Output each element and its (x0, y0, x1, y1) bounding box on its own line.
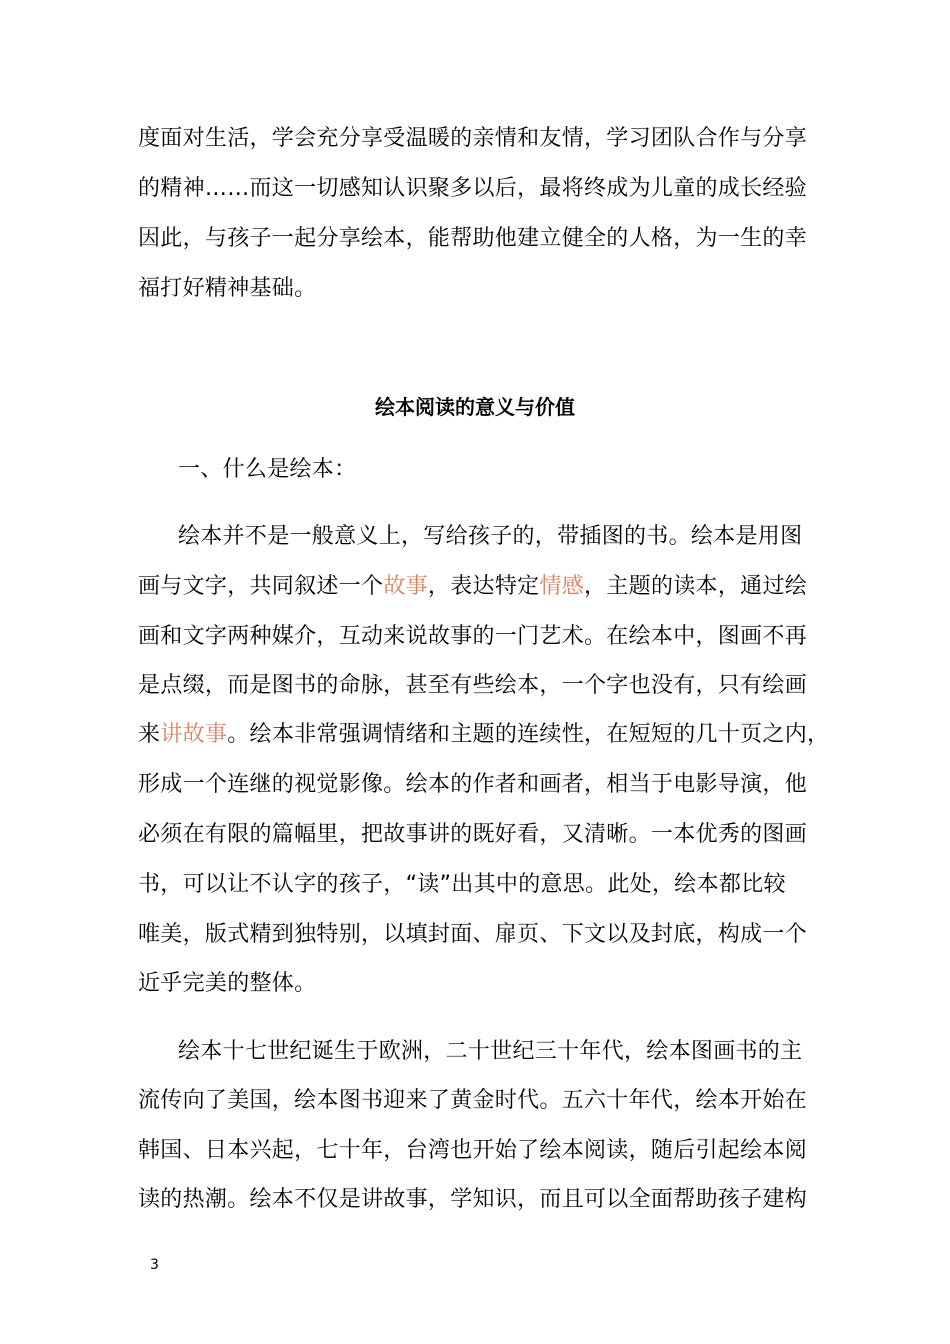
text-line: 绘本并不是一般意义上，写给孩子的，带插图的书。绘本是用图 (178, 524, 803, 549)
text-line: 必须在有限的篇幅里，把故事讲的既好看，又清晰。一本优秀的图画 (138, 822, 808, 847)
text-line: 唯美，版式精到独特别，以填封面、扉页、下文以及封底，构成一个 (138, 922, 808, 947)
text-line: 度面对生活，学会充分享受温暖的亲情和友情，学习团队合作与分享 (138, 126, 808, 151)
subheading: 一、什么是绘本： (178, 457, 357, 482)
text-span: 。绘本非常强调情绪和主题的连续性，在短短的几十页之内， (227, 722, 830, 747)
text-line: 是点缀，而是图书的命脉，甚至有些绘本，一个字也没有，只有绘画 (138, 673, 808, 698)
link-story[interactable]: 故事 (383, 574, 428, 599)
text-line: 近乎完美的整体。 (138, 971, 317, 996)
text-line: 形成一个连继的视觉影像。绘本的作者和画者，相当于电影导演，他 (138, 772, 808, 797)
text-line: 读的热潮。绘本不仅是讲故事，学知识，而且可以全面帮助孩子建构 (138, 1187, 808, 1212)
section-title: 绘本阅读的意义与价值 (375, 395, 575, 419)
text-span: ，主题的读本，通过绘 (584, 574, 808, 599)
text-line: 流传向了美国，绘本图书迎来了黄金时代。五六十年代，绘本开始在 (138, 1088, 808, 1113)
text-span: 画与文字，共同叙述一个 (138, 574, 384, 599)
link-tell-story[interactable]: 讲故事 (160, 722, 228, 747)
page-number: 3 (150, 1257, 159, 1273)
text-line: 因此，与孩子一起分享绘本，能帮助他建立健全的人格，为一生的幸 (138, 226, 808, 251)
text-line: 画和文字两种媒介，互动来说故事的一门艺术。在绘本中，图画不再 (138, 624, 808, 649)
text-span: ，表达特定 (427, 574, 540, 599)
text-line: 韩国、日本兴起，七十年，台湾也开始了绘本阅读，随后引起绘本阅 (138, 1138, 808, 1163)
text-line (138, 572, 807, 602)
text-line (138, 720, 829, 750)
text-line: 绘本十七世纪诞生于欧洲，二十世纪三十年代，绘本图画书的主 (178, 1039, 803, 1064)
text-span: 来 (138, 722, 161, 747)
link-emotion[interactable]: 情感 (539, 574, 585, 599)
text-line: 书，可以让不认字的孩子，“读”出其中的意思。此处，绘本都比较 (138, 872, 786, 897)
text-line: 福打好精神基础。 (138, 276, 317, 301)
text-line: 的精神……而这一切感知认识聚多以后，最将终成为儿童的成长经验 (138, 176, 808, 201)
